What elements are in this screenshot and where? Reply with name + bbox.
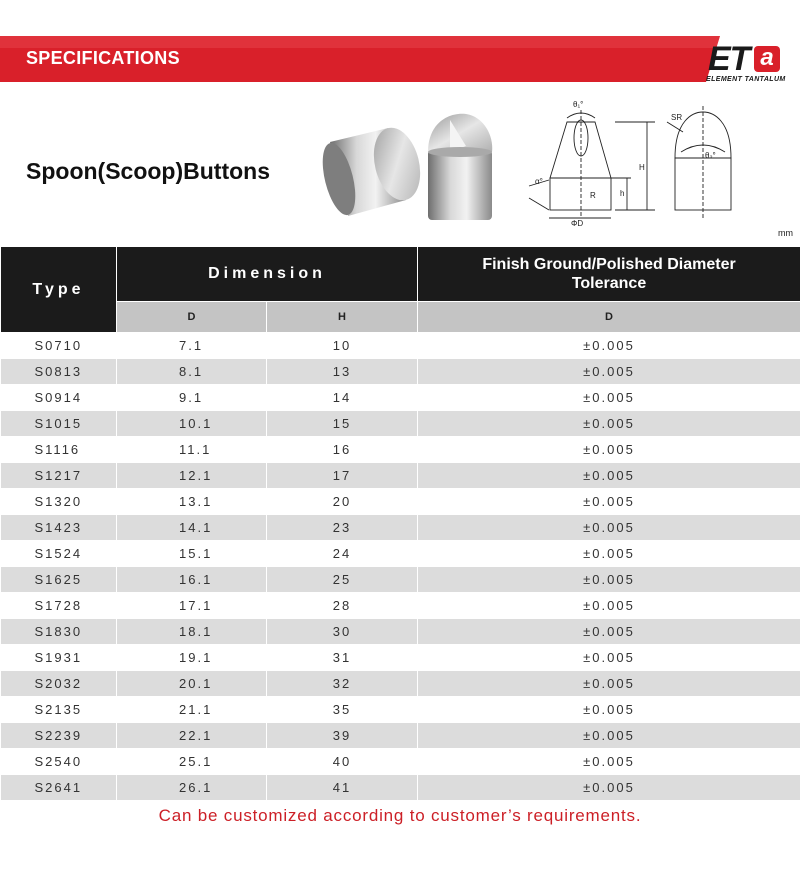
table-row — [1, 385, 800, 411]
cell-tol: ±0.005 — [418, 671, 800, 697]
cell-d: 8.1 — [117, 359, 267, 385]
cell-d: 21.1 — [117, 697, 267, 723]
cell-d: 19.1 — [117, 645, 267, 671]
table-row — [1, 333, 800, 359]
cell-d: 16.1 — [117, 567, 267, 593]
cell-d: 7.1 — [117, 333, 267, 359]
cell-h: 28 — [267, 593, 418, 619]
cell-tol: ±0.005 — [418, 723, 800, 749]
table-row — [1, 645, 800, 671]
cell-h: 30 — [267, 619, 418, 645]
subheader-tolerance-d: D — [418, 302, 800, 333]
label-h-small: h — [620, 189, 625, 198]
table-subheader-row — [1, 302, 800, 333]
cell-d: 20.1 — [117, 671, 267, 697]
label-r: R — [590, 191, 596, 200]
header-type: Type — [1, 247, 117, 333]
cell-tol: ±0.005 — [418, 541, 800, 567]
header-finish-line1: Finish Ground/Polished Diameter — [482, 256, 736, 273]
table-row — [1, 541, 800, 567]
button-photo-left — [316, 123, 427, 219]
label-sr: SR — [671, 113, 683, 122]
subheader-d: D — [117, 302, 267, 333]
cell-h: 14 — [267, 385, 418, 411]
cell-type: S1217 — [1, 463, 117, 489]
label-h-big: H — [639, 163, 645, 172]
cell-tol: ±0.005 — [418, 489, 800, 515]
table-row — [1, 437, 800, 463]
table-row — [1, 463, 800, 489]
cell-tol: ±0.005 — [418, 515, 800, 541]
technical-drawing — [515, 100, 785, 230]
label-diameter: ΦD — [571, 219, 584, 228]
table-row — [1, 515, 800, 541]
cell-h: 32 — [267, 671, 418, 697]
unit-label: mm — [778, 228, 793, 238]
cell-tol: ±0.005 — [418, 567, 800, 593]
cell-tol: ±0.005 — [418, 593, 800, 619]
cell-h: 25 — [267, 567, 418, 593]
cell-tol: ±0.005 — [418, 749, 800, 775]
cell-d: 15.1 — [117, 541, 267, 567]
subheader-h: H — [267, 302, 418, 333]
table-row — [1, 411, 800, 437]
cell-type: S1423 — [1, 515, 117, 541]
cell-tol: ±0.005 — [418, 463, 800, 489]
cell-h: 13 — [267, 359, 418, 385]
table-row — [1, 749, 800, 775]
cell-h: 40 — [267, 749, 418, 775]
table-row — [1, 671, 800, 697]
cell-type: S2540 — [1, 749, 117, 775]
cell-type: S2239 — [1, 723, 117, 749]
cell-type: S1015 — [1, 411, 117, 437]
cell-h: 20 — [267, 489, 418, 515]
cell-type: S1320 — [1, 489, 117, 515]
cell-type: S2641 — [1, 775, 117, 801]
dome-profile-drawing — [667, 106, 731, 218]
cell-h: 24 — [267, 541, 418, 567]
cell-h: 10 — [267, 333, 418, 359]
cell-d: 17.1 — [117, 593, 267, 619]
cell-d: 11.1 — [117, 437, 267, 463]
cell-tol: ±0.005 — [418, 645, 800, 671]
cell-tol: ±0.005 — [418, 619, 800, 645]
header-finish-line2: Tolerance — [571, 275, 647, 292]
cell-d: 25.1 — [117, 749, 267, 775]
cell-type: S0914 — [1, 385, 117, 411]
scoop-profile-drawing — [529, 110, 655, 218]
logo-subtitle: ELEMENT TANTALUM — [706, 76, 786, 83]
table-header-row — [1, 247, 800, 302]
specifications-table — [0, 246, 800, 801]
cell-h: 31 — [267, 645, 418, 671]
cell-d: 18.1 — [117, 619, 267, 645]
table-row — [1, 775, 800, 801]
cell-type: S0710 — [1, 333, 117, 359]
table-row — [1, 593, 800, 619]
cell-type: S1524 — [1, 541, 117, 567]
banner-title: SPECIFICATIONS — [26, 48, 180, 68]
product-photo — [300, 112, 510, 224]
label-alpha: α° — [535, 177, 543, 186]
table-row — [1, 697, 800, 723]
cell-type: S1116 — [1, 437, 117, 463]
cell-type: S2135 — [1, 697, 117, 723]
cell-type: S1625 — [1, 567, 117, 593]
cell-type: S1830 — [1, 619, 117, 645]
table-row — [1, 359, 800, 385]
cell-type: S2032 — [1, 671, 117, 697]
cell-d: 10.1 — [117, 411, 267, 437]
cell-d: 9.1 — [117, 385, 267, 411]
cell-h: 35 — [267, 697, 418, 723]
table-row — [1, 489, 800, 515]
cell-tol: ±0.005 — [418, 437, 800, 463]
button-photo-right — [428, 114, 492, 220]
cell-type: S1931 — [1, 645, 117, 671]
cell-tol: ±0.005 — [418, 775, 800, 801]
cell-tol: ±0.005 — [418, 411, 800, 437]
specifications-banner — [0, 36, 800, 82]
cell-d: 26.1 — [117, 775, 267, 801]
product-title: Spoon(Scoop)Buttons — [26, 158, 271, 184]
cell-tol: ±0.005 — [418, 333, 800, 359]
label-theta1: θ₁° — [573, 100, 584, 109]
table-row — [1, 619, 800, 645]
cell-tol: ±0.005 — [418, 385, 800, 411]
table-body — [1, 333, 800, 801]
cell-type: S1728 — [1, 593, 117, 619]
cell-tol: ±0.005 — [418, 697, 800, 723]
cell-d: 13.1 — [117, 489, 267, 515]
cell-type: S0813 — [1, 359, 117, 385]
cell-tol: ±0.005 — [418, 359, 800, 385]
footer-note: Can be customized according to customer’s requirements. — [158, 806, 642, 825]
cell-d: 12.1 — [117, 463, 267, 489]
cell-h: 16 — [267, 437, 418, 463]
header-finish — [418, 247, 800, 302]
company-logo — [704, 40, 796, 90]
header-dimension: Dimension — [117, 247, 418, 302]
table-row — [1, 567, 800, 593]
table-row — [1, 723, 800, 749]
cell-h: 23 — [267, 515, 418, 541]
cell-h: 17 — [267, 463, 418, 489]
label-theta2: θ₂° — [705, 151, 716, 160]
cell-h: 15 — [267, 411, 418, 437]
cell-d: 14.1 — [117, 515, 267, 541]
logo-letter: a — [754, 46, 780, 72]
cell-d: 22.1 — [117, 723, 267, 749]
logo-word: ET — [708, 40, 750, 78]
cell-h: 39 — [267, 723, 418, 749]
cell-h: 41 — [267, 775, 418, 801]
